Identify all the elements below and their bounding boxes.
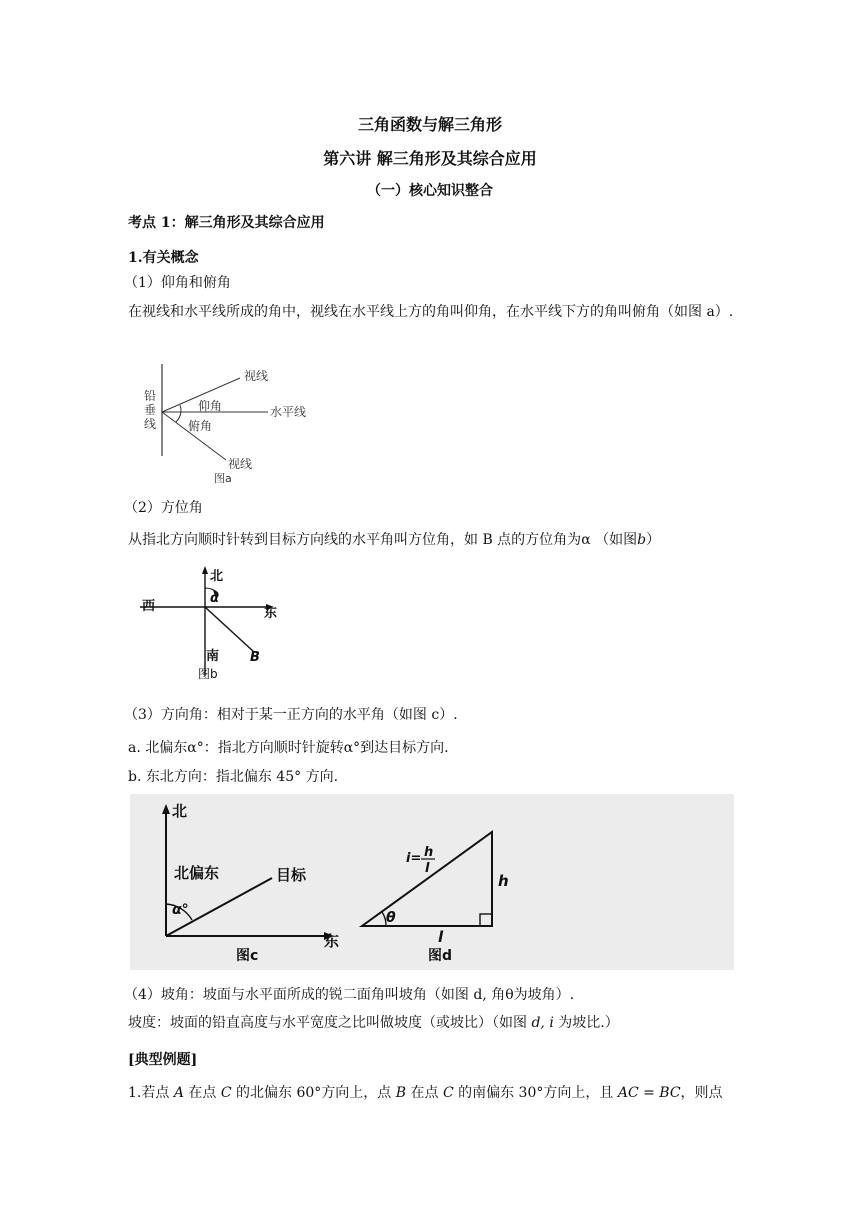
example-heading: [典型例题] <box>128 1052 198 1068</box>
fig-d-caption: 图d <box>428 948 453 964</box>
point-b-label: B <box>250 650 260 665</box>
ex1-equation: AC = BC <box>617 1085 681 1101</box>
direction-line <box>205 607 254 652</box>
item4-line1: （4）坡角：坡面与水平面所成的锐二面角叫坡角（如图 d, 角θ为坡角）. <box>124 987 575 1003</box>
ex1-point-a: A <box>173 1085 184 1101</box>
fig-a-caption: 图a <box>214 472 232 485</box>
depression-arc <box>176 412 181 422</box>
h-label: h <box>498 872 509 890</box>
sight-top-label: 视线 <box>244 369 269 383</box>
west-label: 西 <box>142 599 156 614</box>
ex1-point-c1: C <box>220 1085 232 1101</box>
elevation-arc <box>180 405 181 412</box>
ex1-part4: 在点 <box>406 1085 443 1101</box>
north-east-label: 北偏东 <box>174 864 220 882</box>
south-label: 南 <box>206 649 220 664</box>
item2-text-pre: 从指北方向顺时针转到目标方向线的水平角叫方位角，如 B 点的方位角为 <box>128 532 582 548</box>
ex1-part1: 1.若点 <box>128 1085 174 1101</box>
vertical-label-2: 垂 <box>144 403 157 417</box>
fig-b-caption: 图b <box>198 667 218 681</box>
item2-text <box>128 530 660 550</box>
ex1-part6: ，则点 <box>680 1085 723 1101</box>
north-label-c: 北 <box>172 802 188 820</box>
target-label: 目标 <box>276 866 307 884</box>
fig-d-ref: d, <box>531 1015 545 1031</box>
ex1-point-b: B <box>395 1085 407 1101</box>
main-title: 三角函数与解三角形 <box>357 115 502 134</box>
item3-b: b. 东北方向：指北偏东 45° 方向. <box>128 769 339 785</box>
section-title: （一）核心知识整合 <box>367 183 493 199</box>
sight-bottom-label: 视线 <box>228 457 253 471</box>
alpha-label: α <box>210 591 219 606</box>
item3-heading: （3）方向角：相对于某一正方向的水平角（如图 c）. <box>124 707 458 723</box>
fraction-h: h <box>424 845 434 860</box>
vertical-label-3: 线 <box>144 417 157 431</box>
horizontal-label: 水平线 <box>270 405 307 419</box>
figure-cd-panel <box>130 794 734 970</box>
theta-label: θ <box>386 910 396 926</box>
item2-text-post: （如图 <box>595 532 638 548</box>
east-label: 东 <box>264 606 278 621</box>
item3-a: a. 北偏东α°：指北方向顺时针旋转α°到达目标方向. <box>128 740 449 756</box>
slope-symbol: i <box>549 1015 554 1031</box>
ex1-part2: 在点 <box>183 1085 221 1101</box>
ex1-point-c2: C <box>442 1085 454 1101</box>
fraction-l: l <box>425 861 430 876</box>
item2-text-close: ） <box>646 532 661 548</box>
east-label-c: 东 <box>324 932 340 950</box>
elevation-label: 仰角 <box>198 399 223 413</box>
example1-text <box>128 1083 723 1103</box>
concept-heading: 1.有关概念 <box>128 250 199 266</box>
figure-a <box>140 362 320 490</box>
item1-text: 在视线和水平线所成的角中，视线在水平线上方的角叫仰角，在水平线下方的角叫俯角（如图 a）. <box>128 304 734 320</box>
item4-line2 <box>128 1013 619 1033</box>
scan-background <box>130 794 734 970</box>
alpha-label-c: α° <box>172 902 189 918</box>
ex1-part3: 的北偏东 60°方向上，点 <box>231 1085 396 1101</box>
item1-heading: （1）仰角和俯角 <box>124 275 231 291</box>
l-label: l <box>438 928 444 946</box>
i-label: i= <box>406 851 422 866</box>
lecture-title: 第六讲 解三角形及其综合应用 <box>323 149 537 168</box>
item4-line2-pre: 坡度：坡面的铅直高度与水平宽度之比叫做坡度（或坡比）（如图 <box>128 1015 532 1031</box>
depression-label: 俯角 <box>188 419 213 433</box>
kaodian-heading: 考点 1：解三角形及其综合应用 <box>128 215 325 231</box>
alpha-symbol: α <box>581 532 591 548</box>
item2-heading: （2）方位角 <box>124 500 203 516</box>
item4-line2-post: 为坡比.） <box>553 1015 619 1031</box>
north-arrow <box>202 566 208 574</box>
fig-b-ref: b <box>637 532 647 548</box>
figure-b <box>140 560 290 686</box>
ex1-part5: 的南偏东 30°方向上，且 <box>453 1085 618 1101</box>
fig-c-caption: 图c <box>236 948 259 964</box>
vertical-label-1: 铅 <box>144 389 157 403</box>
north-label: 北 <box>210 569 224 584</box>
